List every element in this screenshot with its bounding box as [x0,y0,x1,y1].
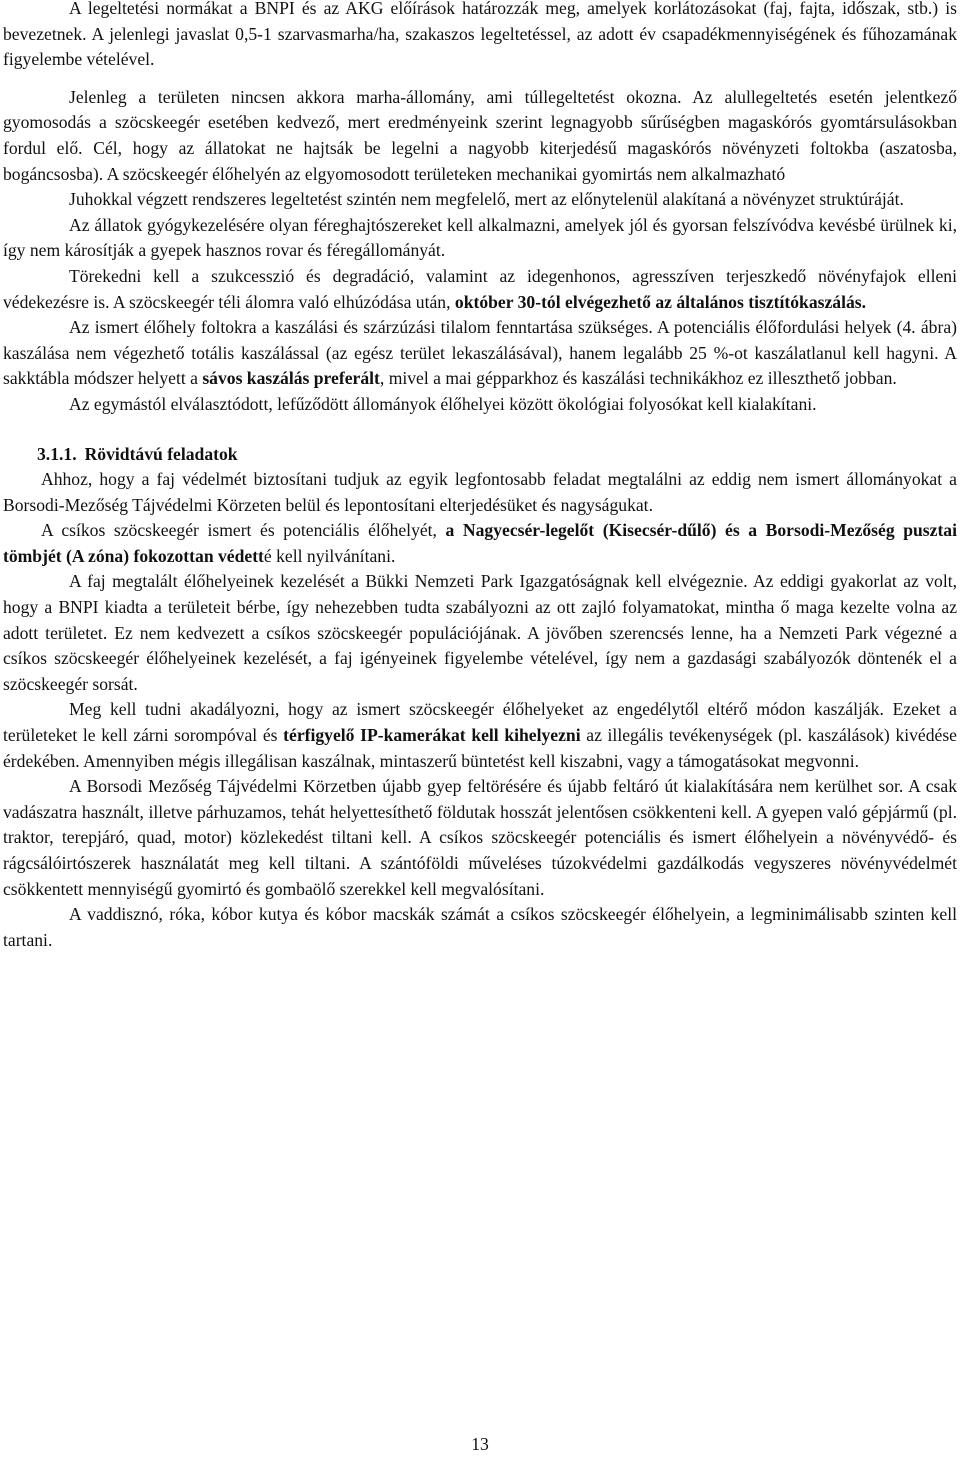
paragraph-grazing-norms: A legeltetési normákat a BNPI és az AKG előírások határozzák meg, amelyek korlátozásokat (faj, fajta, időszak, stb.) is bevezetnek. A jelenlegi javaslat 0,5-1 szarvasmarha/ha, szakaszos legeltetéssel, az adott év csapadékmennyiségének és fűhozamának figyelembe vételével. [3,0,957,70]
document-body [3,0,957,953]
text-run: Az ismert élőhely foltokra a kaszálási és szárzúzási tilalom fenntartása szükséges. A potenciális élőfordulási helyek (4. ábra) kaszálása nem végezhető totális kaszálással (az egész terület lekaszálásával), hanem legalább 25 %-ot kaszálatlanul kell hagyni. A sakktábla módszer helyett a [3,317,957,389]
paragraph-illegal-mowing [3,697,957,774]
text-run: A csíkos szöcskeegér ismert és potenciális élőhelyét, [41,520,446,541]
text-run: az illegális tevékenységek (pl. kaszálások) kivédése érdekében. Amennyiben mégis illegálisan kaszálnak, mintaszerű büntetést kell kiszabni, vagy a támogatásokat megvonni. [3,725,957,771]
paragraph-mowing [3,315,957,392]
bold-run: október 30-tól elvégezhető az általános tisztítókaszálás. [454,291,866,312]
bold-run: sávos kaszálás preferált [202,368,380,389]
paragraph-national-park-management: A faj megtalált élőhelyeinek kezelését a Bükki Nemzeti Park Igazgatóságnak kell elvégeznie. Az eddigi gyakorlat az volt, hogy a BNPI kiadta a területeit bérbe, így nehezebben tudta szabályozni az ott zajló folyamatokat, mintha ő maga kezelte volna az adott területet. Ez nem kedvezett a csíkos szöcskeegér populációjának. A jövőben szerencsés lenne, ha a Nemzeti Park végezné a csíkos szöcskeegér élőhelyeinek kezelését, a faj igényeinek figyelembe vételével, így nem a gazdasági szabályozók döntenék el a szöcskeegér sorsát. [3,571,957,694]
paragraph-predators: A vaddisznó, róka, kóbor kutya és kóbor macskák számát a csíkos szöcskeegér élőhelyein, a legminimálisabb szinten kell tartani. [3,904,957,950]
text-run: é kell nyilvánítani. [263,545,396,566]
text-run: Meg kell tudni akadályozni, hogy az ismert szöcskeegér élőhelyeket az engedélytől eltérő módon kaszálják. Ezeket a területeket le kell zárni sorompóval és [3,699,957,746]
text-run: , mivel a mai gépparkhoz és kaszálási technikákhoz ez illeszthető jobban. [379,368,897,389]
section-title: Rövidtávú feladatok [84,443,238,464]
page-number: 13 [471,1434,489,1454]
text-run: Törekedni kell a szukcesszió és degradáció, valamint az idegenhonos, agresszíven terjeszkedő növényfajok elleni védekezésre is. A szöcskeegér téli álomra való elhúzódása után, [3,265,957,312]
paragraph-current-state: Jelenleg a területen nincsen akkora marha-állomány, ami túllegeltetést okozna. Az alullegeltetés esetén jelentkező gyomosodás a szöcskeegér esetében kedvező, mert eredményeink szerint legnagyobb sűrűségben magaskórós gyomtársulásokban fordul elő. Cél, hogy az állatokat ne hajtsák be legelni a nagyobb kiterjedésű magaskórós növényzeti foltokba (aszatosba, bogáncsosba). A szöcskeegér élőhelyén az elgyomosodott területeken mechanikai gyomirtás nem alkalmazható [3,86,957,184]
section-heading [3,442,957,468]
bold-run: a Nagyecsér-legelőt (Kisecsér-dűlő) és a Borsodi-Mezőség pusztai tömbjét (A zóna) fokozottan védett [3,520,957,566]
paragraph-short-term-intro: Ahhoz, hogy a faj védelmét biztosítani tudjuk az egyik legfontosabb feladat megtalálni az eddig nem ismert állományokat a Borsodi-Mezőség Tájvédelmi Körzeten belül és lepontosítani elterjedésüket és nagyságukat. [3,469,957,515]
paragraph-protected-designation [3,518,957,569]
section-number: 3.1.1. [37,443,77,464]
paragraph-animal-treatment: Az állatok gyógykezelésére olyan féreghajtószereket kell alkalmazni, amelyek jól és gyorsan felszívódva kevésbé ürülnek ki, így nem károsítják a gyepek hasznos rovar és féregállományát. [3,214,957,261]
paragraph-land-use-restrictions: A Borsodi Mezőség Tájvédelmi Körzetben újabb gyep feltörésére és újabb feltáró út kialakítására nem kerülhet sor. A csak vadászatra használt, illetve párhuzamos, tehát helyettesíthető földutak hosszát jelentősen csökkenteni kell. A gyepen való gépjármű (pl. traktor, terepjáró, quad, motor) közlekedést tiltani kell. A csíkos szöcskeegér potenciális és ismert élőhelyein a növényvédő- és rágcsálóirtószerek használatát meg kell tiltani. A szántóföldi műveléses túzokvédelmi gazdálkodás vegyszeres növényvédelmét csökkentett mennyiségű gyomirtó és gombaölő szerekkel kell megvalósítani. [3,776,957,899]
bold-run: térfigyelő IP-kamerákat kell kihelyezni [283,725,581,746]
paragraph-succession [3,264,957,315]
paragraph-sheep-grazing: Juhokkal végzett rendszeres legeltetést szintén nem megfelelő, mert az előnytelenül alakítaná a növényzet struktúráját. [69,189,904,210]
paragraph-corridors: Az egymástól elválasztódott, lefűződött állományok élőhelyei között ökológiai folyosókat kell kialakítani. [69,393,817,414]
